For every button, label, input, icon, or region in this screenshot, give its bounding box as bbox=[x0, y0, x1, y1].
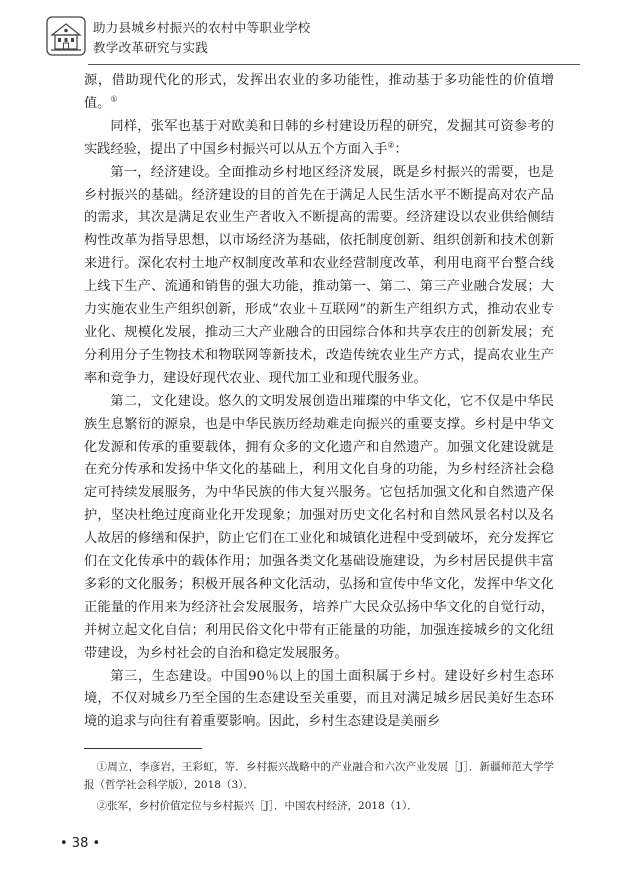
footnote-1: ①周立，李彦岩，王彩虹，等．乡村振兴战略中的产业融合和六次产业发展［J］．新疆师范大学学报（哲学社会科学版），2018（3）． bbox=[84, 761, 554, 791]
paragraph-continued bbox=[84, 70, 554, 116]
paragraph-text: 源，借助现代化的形式，发挥出农业的多功能性，推动基于多功能性的价值增值。 bbox=[84, 73, 554, 111]
paragraph-economic: 第一，经济建设。全面推动乡村地区经济发展，既是乡村振兴的需要，也是乡村振兴的基础。经济建设的目的首先在于满足人民生活水平不断提高对农产品的需求，其次是满足农业生产者收入不断提高的需要。经济建设以农业供给侧结构性改革为指导思想，以市场经济为基础，依托制度创新、组织创新和技术创新来进行。深化农村土地产权制度改革和农业经营制度改革，利用电商平台整合线上线下生产、流通和销售的强大功能，推动第一、第二、第三产业融合发展；大力实施农业生产组织创新，形成“农业＋互联网”的新生产组织方式，推动农业专业化、规模化发展，推动三大产业融合的田园综合体和共享农庄的创新发展；充分利用分子生物技术和物联网等新技术，改造传统农业生产方式，提高农业生产率和竞争力，建设好现代农业、现代加工业和现代服务业。 bbox=[84, 164, 554, 386]
school-building-icon bbox=[46, 16, 86, 56]
running-header bbox=[93, 18, 311, 58]
paragraph-ecological: 第三，生态建设。中国90％以上的国土面积属于乡村。建设好乡村生态环境，不仅对城乡乃至全国的生态建设至关重要，而且对满足城乡居民美好生态环境的追求与向往有着重要影响。因此，乡村生态建设是美丽乡 bbox=[84, 668, 554, 730]
header-title-line2: 教学改革研究与实践 bbox=[93, 40, 209, 55]
footnotes bbox=[84, 758, 554, 818]
paragraph-text: 同样，张军也基于对欧美和日韩的乡村建设历程的研究，发掘其可资参考的实践经验，提出了中国乡村振兴可以从五个方面入手 bbox=[84, 118, 554, 157]
paragraph-intro bbox=[84, 116, 554, 162]
footnote-ref-2: ② bbox=[387, 140, 395, 150]
page-number: • 38 • bbox=[60, 836, 101, 851]
paragraph-tail: ： bbox=[394, 141, 408, 157]
footnote-ref-1: ① bbox=[110, 94, 118, 104]
body-text bbox=[84, 70, 554, 734]
header-title-line1: 助力县城乡村振兴的农村中等职业学校 bbox=[93, 20, 311, 35]
header-divider bbox=[88, 64, 580, 65]
page-header bbox=[0, 0, 623, 64]
paragraph-cultural: 第二，文化建设。悠久的文明发展创造出璀璨的中华文化，它不仅是中华民族生息繁衍的源泉，也是中华民族历经劫难走向振兴的重要支撑。乡村是中华文化发源和传承的重要载体，拥有众多的文化遗产和自然遗产。加强文化建设就是在充分传承和发扬中华文化的基础上，利用文化自身的功能，为乡村经济社会稳定可持续发展服务，为中华民族的伟大复兴服务。它包括加强文化和自然遗产保护，坚决杜绝过度商业化开发现象；加强对历史文化名村和自然风景名村以及名人故居的修缮和保护，防止它们在工业化和城镇化进程中受到破坏，充分发挥它们在文化传承中的载体作用；加强各类文化基础设施建设，为乡村居民提供丰富多彩的文化服务；积极开展各种文化活动，弘扬和宣传中华文化，发挥中华文化正能量的作用来为经济社会发展服务，培养广大民众弘扬中华文化的自觉行动，并树立起文化自信；利用民俗文化中带有正能量的功能，加强连接城乡的文化纽带建设，为乡村社会的自治和稳定发展服务。 bbox=[84, 393, 554, 661]
footnote-divider bbox=[84, 748, 202, 749]
footnote-2: ②张军，乡村价值定位与乡村振兴［J］．中国农村经济，2018（1）． bbox=[96, 800, 418, 812]
